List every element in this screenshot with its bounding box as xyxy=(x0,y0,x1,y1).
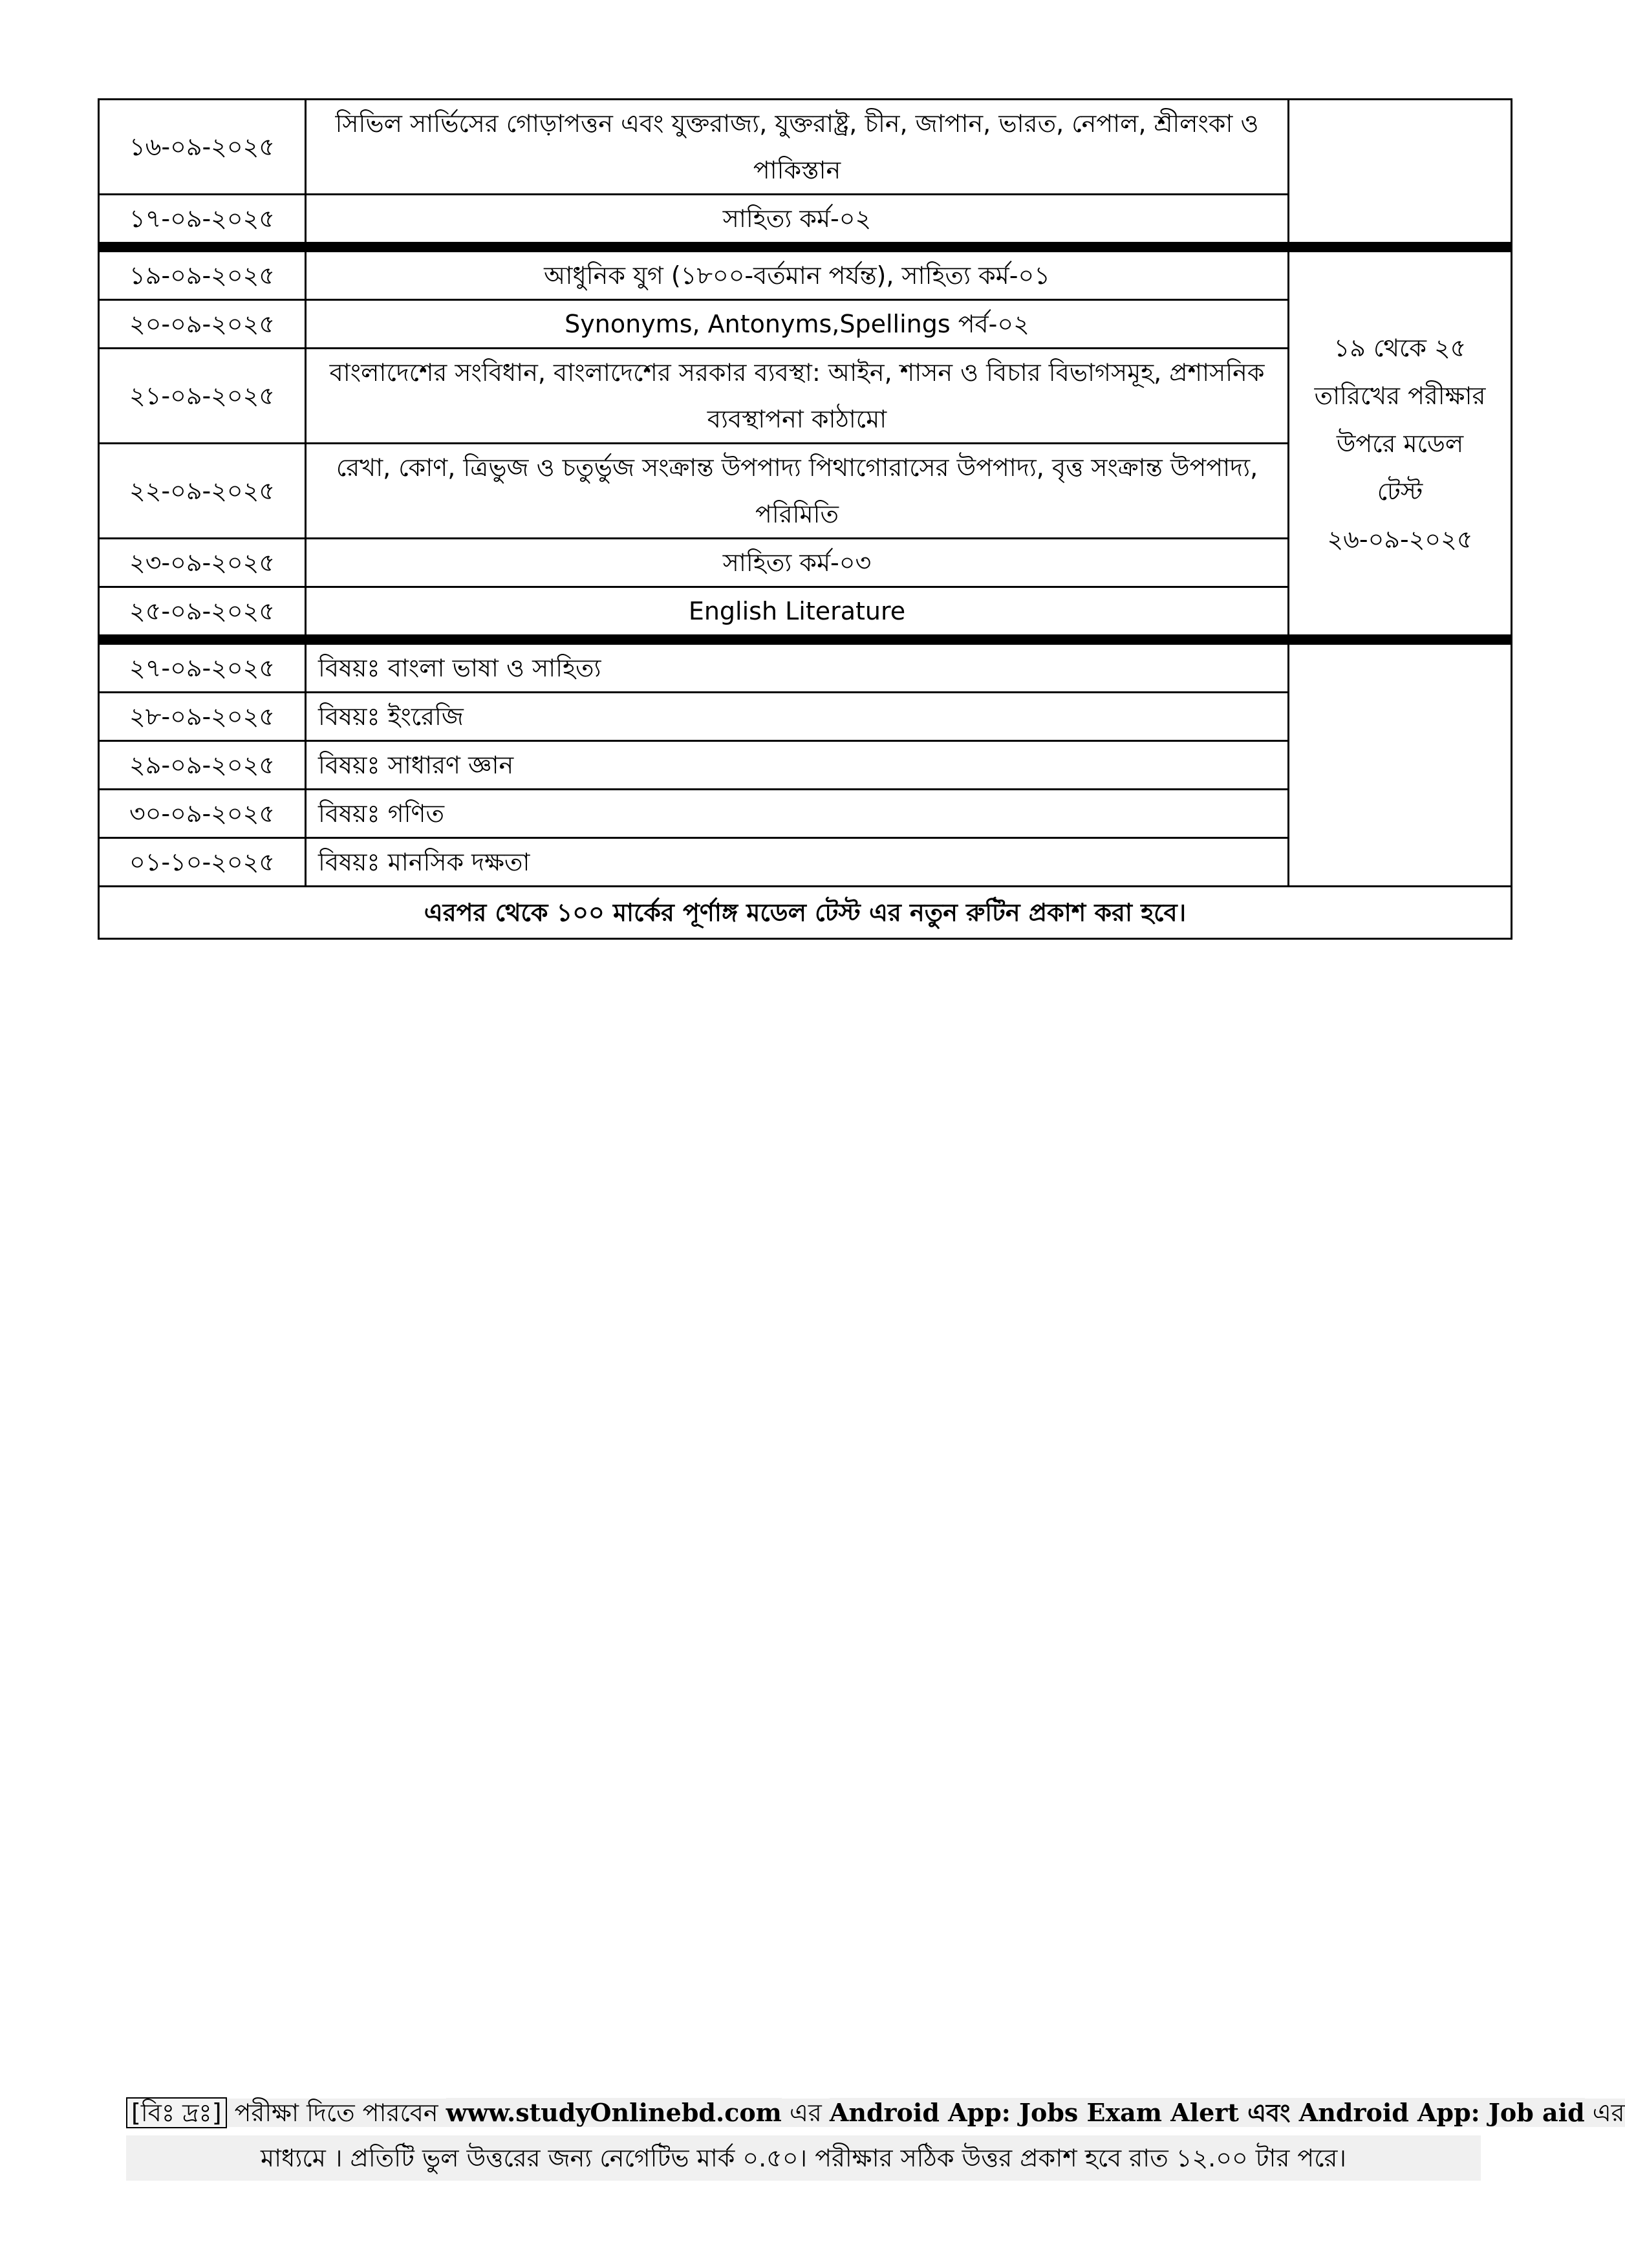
table-footer-row xyxy=(99,887,1512,939)
exam-date: ২৭-০৯-২০২৫ xyxy=(99,640,306,693)
exam-topic: রেখা, কোণ, ত্রিভুজ ও চতুর্ভুজ সংক্রান্ত উপপাদ্য পিথাগোরাসের উপপাদ্য, বৃত্ত সংক্রান্ত উপপাদ্য, পরিমিতি xyxy=(306,444,1289,539)
exam-topic: Synonyms, Antonyms,Spellings পর্ব-০২ xyxy=(306,300,1289,349)
exam-subject: বিষয়ঃ মানসিক দক্ষতা xyxy=(306,838,1289,887)
model-test-note xyxy=(1289,247,1512,640)
new-routine-notice: এরপর থেকে ১০০ মার্কের পূর্ণাঙ্গ মডেল টেস্ট এর নতুন রুটিন প্রকাশ করা হবে। xyxy=(99,887,1512,939)
model-test-note-line: তারিখের পরীক্ষার xyxy=(1314,381,1486,410)
website-link[interactable]: www.studyOnlinebd.com xyxy=(446,2098,782,2127)
exam-date: ২০-০৯-২০২৫ xyxy=(99,300,306,349)
exam-date: ২১-০৯-২০২৫ xyxy=(99,349,306,444)
model-test-note-line: টেস্ট xyxy=(1377,477,1423,506)
exam-date: ২২-০৯-২০২৫ xyxy=(99,444,306,539)
note-and: এবং xyxy=(1238,2098,1299,2127)
note-text: পরীক্ষা দিতে পারবেন xyxy=(226,2099,446,2127)
table-row xyxy=(99,640,1512,693)
exam-date: ২৮-০৯-২০২৫ xyxy=(99,693,306,741)
side-note-empty xyxy=(1289,640,1512,887)
note-text: এর xyxy=(1584,2099,1625,2127)
footnote-line-2: মাধ্যমে । প্রতিটি ভুল উত্তরের জন্য নেগেটিভ মার্ক ০.৫০। পরীক্ষার সঠিক উত্তর প্রকাশ হবে রাত ১২.০০ টার পরে। xyxy=(126,2135,1481,2181)
exam-date: ১৭-০৯-২০২৫ xyxy=(99,195,306,248)
exam-date: ২৯-০৯-২০২৫ xyxy=(99,741,306,790)
exam-subject: বিষয়ঃ বাংলা ভাষা ও সাহিত্য xyxy=(306,640,1289,693)
table-row xyxy=(99,100,1512,195)
exam-date: ৩০-০৯-২০২৫ xyxy=(99,790,306,838)
exam-topic: সাহিত্য কর্ম-০২ xyxy=(306,195,1289,248)
exam-topic: সিভিল সার্ভিসের গোড়াপত্তন এবং যুক্তরাজ্য, যুক্তরাষ্ট্র, চীন, জাপান, ভারত, নেপাল, শ্রীলংকা ও পাকিস্তান xyxy=(306,100,1289,195)
exam-date: ২৩-০৯-২০২৫ xyxy=(99,539,306,587)
exam-date: ২৫-০৯-২০২৫ xyxy=(99,587,306,640)
exam-topic: আধুনিক যুগ (১৮০০-বর্তমান পর্যন্ত), সাহিত্য কর্ম-০১ xyxy=(306,247,1289,300)
exam-topic: বাংলাদেশের সংবিধান, বাংলাদেশের সরকার ব্যবস্থা: আইন, শাসন ও বিচার বিভাগসমূহ, প্রশাসনিক ব্যবস্থাপনা কাঠামো xyxy=(306,349,1289,444)
exam-topic: সাহিত্য কর্ম-০৩ xyxy=(306,539,1289,587)
model-test-note-line: ১৯ থেকে ২৫ xyxy=(1333,333,1467,362)
footnote xyxy=(126,2090,1625,2181)
exam-subject: বিষয়ঃ ইংরেজি xyxy=(306,693,1289,741)
model-test-note-line: উপরে মডেল xyxy=(1336,429,1464,458)
exam-subject: বিষয়ঃ সাধারণ জ্ঞান xyxy=(306,741,1289,790)
exam-date: ১৯-০৯-২০২৫ xyxy=(99,247,306,300)
side-note-empty xyxy=(1289,100,1512,248)
exam-topic: English Literature xyxy=(306,587,1289,640)
exam-routine-table xyxy=(98,98,1512,940)
android-app-job-aid: Android App: Job aid xyxy=(1298,2098,1585,2127)
android-app-jobs-exam-alert: Android App: Jobs Exam Alert xyxy=(829,2098,1239,2127)
table-row xyxy=(99,247,1512,300)
note-text: এর xyxy=(781,2099,830,2127)
exam-subject: বিষয়ঃ গণিত xyxy=(306,790,1289,838)
note-tag: [বিঃ দ্রঃ] xyxy=(126,2097,227,2128)
exam-date: ১৬-০৯-২০২৫ xyxy=(99,100,306,195)
model-test-date: ২৬-০৯-২০২৫ xyxy=(1327,524,1473,554)
exam-date: ০১-১০-২০২৫ xyxy=(99,838,306,887)
footnote-line-1 xyxy=(126,2090,1625,2135)
